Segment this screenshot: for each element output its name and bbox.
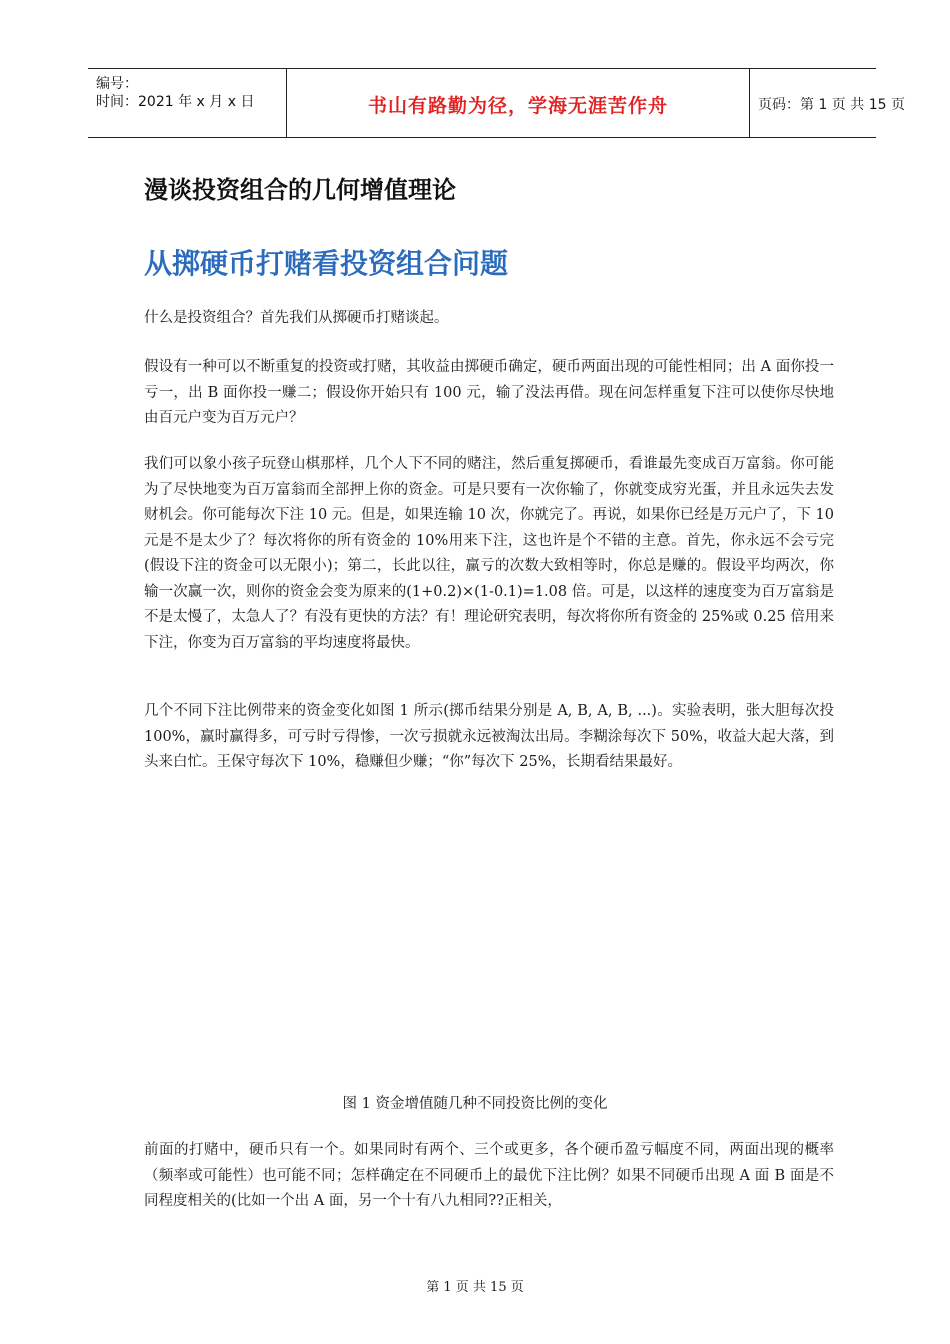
header-page-cell: [750, 69, 905, 137]
header-meta: [88, 69, 286, 137]
motto: 书山有路勤为径，学海无涯苦作舟: [367, 95, 668, 117]
paragraph-5: 前面的打赌中，硬币只有一个。如果同时有两个、三个或更多，各个硬币盈亏幅度不同，两面出现的概率（频率或可能性）也可能不同；怎样确定在不同硬币上的最优下注比例？如果不同硬币出现 A 面 B 面是不同程度相关的(比如一个出 A 面，另一个十有八九相同??正相关，: [144, 1142, 834, 1209]
page-info: 页码：第 1 页 共 15 页: [758, 97, 905, 113]
figure-caption: 图 1 资金增值随几种不同投资比例的变化: [342, 1096, 608, 1112]
paragraph-1: 什么是投资组合？首先我们从掷硬币打赌谈起。: [144, 310, 449, 326]
number-label: 编号：: [96, 76, 138, 92]
section-heading: 从掷硬币打赌看投资组合问题: [144, 247, 509, 280]
page-footer: 第 1 页 共 15 页: [426, 1280, 524, 1295]
paragraph-2: 假设有一种可以不断重复的投资或打赌，其收益由掷硬币确定，硬币两面出现的可能性相同；出 A 面你投一亏一，出 B 面你投一赚二；假设你开始只有 100 元，输了没法再借。现在问怎样重复下注可以使你尽快地由百元户变为百万元户？: [144, 359, 834, 426]
figure-1-placeholder: [144, 805, 834, 1075]
document-title: 漫谈投资组合的几何增值理论: [144, 176, 456, 204]
paragraph-3: 我们可以象小孩子玩登山棋那样，几个人下不同的赌注，然后重复掷硬币，看谁最先变成百万富翁。你可能为了尽快地变为百万富翁而全部押上你的资金。可是只要有一次你输了，你就变成穷光蛋，并且永远失去发财机会。你可能每次下注 10 元。但是，如果连输 10 次，你就完了。再说，如果你已经是万元户了，下 10 元是不是太少了？每次将你的所有资金的 10%用来下注，这也许是个不错的主意。首先，你永远不会亏完(假设下注的资金可以无限小)；第二，长此以往，赢亏的次数大致相等时，你总是赚的。假设平均两次，你输一次赢一次，则你的资金会变为原来的(1+0.2)×(1-0.1)=1.08 倍。可是，以这样的速度变为百万富翁是不是太慢了，太急人了？有没有更快的方法？有！理论研究表明，每次将你所有资金的 25%或 0.25 倍用来下注，你变为百万富翁的平均速度将最快。: [144, 456, 834, 651]
paragraph-4: 几个不同下注比例带来的资金变化如图 1 所示(掷币结果分别是 A, B, A, B, ...)。实验表明，张大胆每次投 100%，赢时赢得多，可亏时亏得惨，一次亏损就永远被淘汰出局。李糊涂每次下 50%，收益大起大落，到头来白忙。王保守每次下 10%，稳赚但少赚；“你”每次下 25%，长期看结果最好。: [144, 703, 834, 770]
document-header: [88, 68, 905, 138]
time-label: 时间：2021 年 x 月 x 日: [96, 94, 255, 110]
header-motto-cell: [286, 69, 750, 137]
